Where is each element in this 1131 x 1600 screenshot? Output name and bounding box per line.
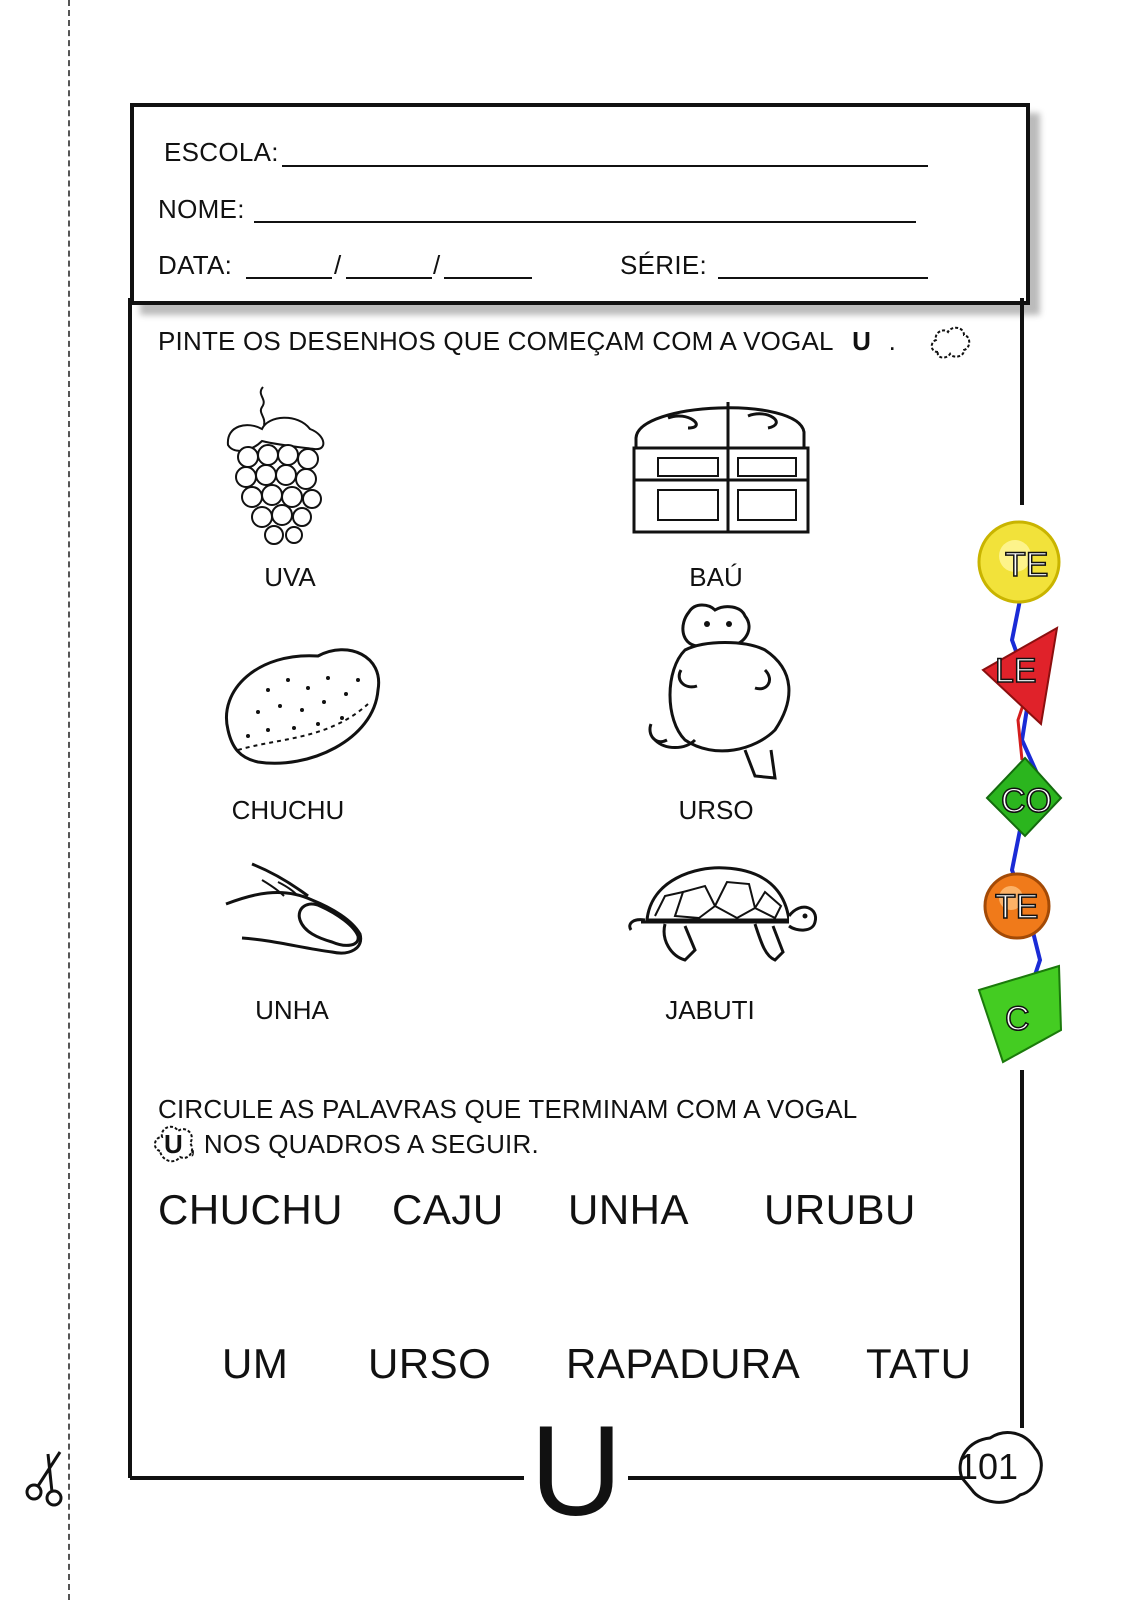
syllable-label: C [1005, 1000, 1030, 1038]
instruction-circle: CIRCULE AS PALAVRAS QUE TERMINAM COM A VOGAL U , NOS QUADROS A SEGUIR. [158, 1094, 857, 1160]
school-label: ESCOLA: [164, 137, 279, 167]
date-separator: / [433, 250, 441, 280]
syllable-label: CO [1001, 782, 1052, 820]
tortoise-icon [625, 860, 820, 970]
word[interactable]: RAPADURA [566, 1340, 801, 1387]
instruction-paint: PINTE OS DESENHOS QUE COMEÇAM COM A VOGAL U . [158, 326, 896, 356]
chayote-icon [218, 630, 383, 775]
picture-label: URSO [678, 795, 754, 825]
date-label: DATA: [158, 250, 233, 280]
syllable-label: TE [995, 888, 1039, 926]
word[interactable]: UM [222, 1340, 289, 1387]
word[interactable]: URUBU [764, 1186, 916, 1233]
picture-label: BAÚ [689, 562, 743, 592]
picture-label: CHUCHU [231, 795, 345, 825]
cloud-icon [928, 322, 972, 362]
bear-icon [645, 600, 805, 785]
treasure-chest-icon [628, 388, 814, 538]
syllable-decoration [975, 510, 1070, 1070]
fingernail-icon [222, 860, 367, 965]
picture-label: UVA [264, 562, 316, 592]
word[interactable]: CHUCHU [158, 1186, 343, 1233]
syllable-label: TE [1005, 546, 1049, 584]
vowel-u: U [164, 1129, 183, 1159]
date-separator: / [334, 250, 342, 280]
grapes-icon [218, 385, 348, 545]
word[interactable]: UNHA [568, 1186, 690, 1233]
big-letter: U [530, 1400, 623, 1543]
word[interactable]: URSO [368, 1340, 492, 1387]
syllable-label: LE [995, 652, 1037, 690]
word[interactable]: TATU [866, 1340, 972, 1387]
vowel-u: U [852, 326, 872, 356]
picture-label: JABUTI [665, 995, 755, 1025]
name-label: NOME: [158, 194, 245, 224]
page-number: 101 [958, 1446, 1019, 1487]
grade-label: SÉRIE: [620, 250, 708, 280]
picture-label: UNHA [255, 995, 329, 1025]
word[interactable]: CAJU [392, 1186, 504, 1233]
